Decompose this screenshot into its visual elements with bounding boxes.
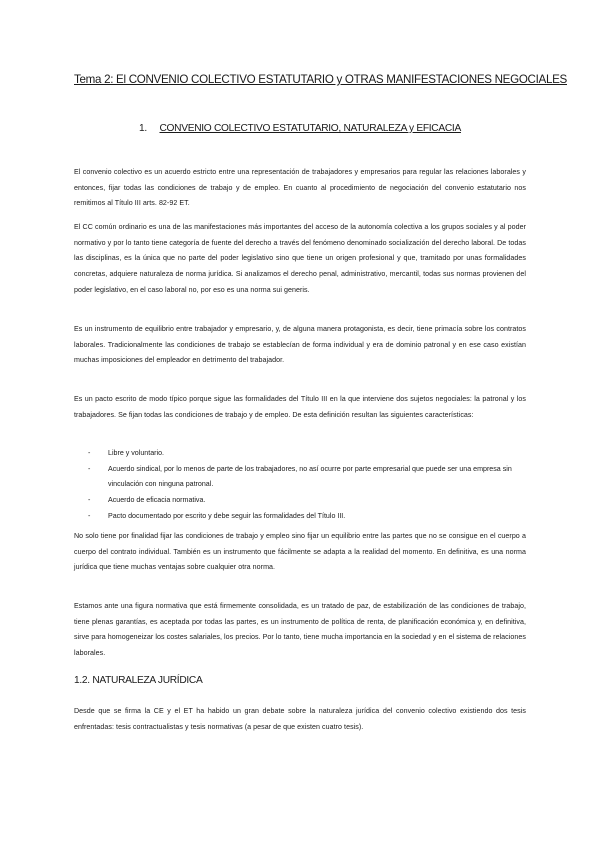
list-item-text: Acuerdo de eficacia normativa. (108, 496, 206, 505)
paragraph-pacto-escrito: Es un pacto escrito de modo típico porque sigue las formalidades del Título III en la que interviene dos sujetos negociales: la patronal y los trabajadores. Se fijan todas las condiciones de trabajo y de empleo. De esta definición resultan las siguientes características: (74, 395, 526, 419)
section-title: CONVENIO COLECTIVO ESTATUTARIO, NATURALEZA y EFICACIA (159, 123, 461, 134)
characteristics-list (88, 446, 526, 525)
paragraph-equilibrio: Es un instrumento de equilibrio entre trabajador y empresario, y, de alguna manera protagonista, es decir, tiene primacía sobre los contratos laborales. Tradicionalmente las condiciones de trabajo se establecían de forma individual y era de dominio patronal y en ese caso existían muchas imposiciones del empleador en detrimento del trabajador. (74, 325, 526, 365)
list-marker: - (88, 464, 91, 473)
list-item-text: Libre y voluntario. (108, 449, 164, 457)
paragraph-definition: El convenio colectivo es un acuerdo estricto entre una representación de trabajadores y empresarios para regular las relaciones laborales y entonces, fijar todas las condiciones de trabajo y de empleo. En cuanto al procedimiento de negociación del convenio estatutario nos remitimos al Título III arts. 82-92 ET. (74, 168, 526, 208)
list-marker: - (88, 449, 91, 457)
section-heading (74, 123, 526, 134)
paragraph-figura-normativa: Estamos ante una figura normativa que está firmemente consolidada, es un tratado de paz, de estabilización de las condiciones de trabajo, tiene plenas garantías, es aceptada por todas las partes, es un instrumento de política de renta, de planificación económica y, en definitiva, sirve para homogeneizar los costes salariales, los precios. Por lo tanto, tiene mucha importancia en la sociedad y en el sistema de relaciones laborales. (74, 602, 526, 658)
paragraph-naturaleza: Desde que se firma la CE y el ET ha habido un gran debate sobre la naturaleza jurídica del convenio colectivo existiendo dos tesis enfrentadas: tesis contractualistas y tesis normativas (a pesar de que existen cuatro tesis). (74, 707, 526, 731)
paragraph-cc-comun: El CC común ordinario es una de las manifestaciones más importantes del acceso de la autonomía colectiva a los grupos sociales y al poder normativo y por lo tanto tiene categoría de fuente del derecho a través del fenómeno denominado socialización del derecho laboral. De todas las disciplinas, es la única que no parte del poder legislativo sino que tiene un origen profesional y que, tramitado por unas formalidades concretas, adquiere naturaleza de norma jurídica. Si analizamos el derecho penal, administrativo, mercantil, todas sus normas provienen del poder legislativo, en el caso laboral no, por eso es una norma sui generis. (74, 223, 526, 294)
list-item (88, 446, 526, 462)
list-item-text: Acuerdo sindical, por lo menos de parte de los trabajadores, no así ocurre por parte empresarial que puede ser una empresa sin vinculación con ninguna patronal. (108, 464, 512, 489)
list-marker: - (88, 496, 91, 505)
list-item-text: Pacto documentado por escrito y debe seguir las formalidades del Título III. (108, 511, 346, 520)
list-item (88, 493, 526, 509)
subsection-heading: 1.2. NATURALEZA JURÍDICA (74, 675, 203, 686)
paragraph-finalidad: No solo tiene por finalidad fijar las condiciones de trabajo y empleo sino fijar un equilibrio entre las partes que no se consigue en el cuerpo a cuerpo del contrato individual. También es un instrumento que fácilmente se adapta a la realidad del momento. En definitiva, es una norma jurídica que tiene muchas ventajas sobre cualquier otra norma. (74, 532, 526, 572)
section-number: 1. (139, 123, 147, 134)
list-item (88, 462, 526, 493)
list-marker: - (88, 511, 91, 520)
list-item (88, 509, 526, 525)
document-title: Tema 2: El CONVENIO COLECTIVO ESTATUTARIO y OTRAS MANIFESTACIONES NEGOCIALES (74, 73, 567, 86)
